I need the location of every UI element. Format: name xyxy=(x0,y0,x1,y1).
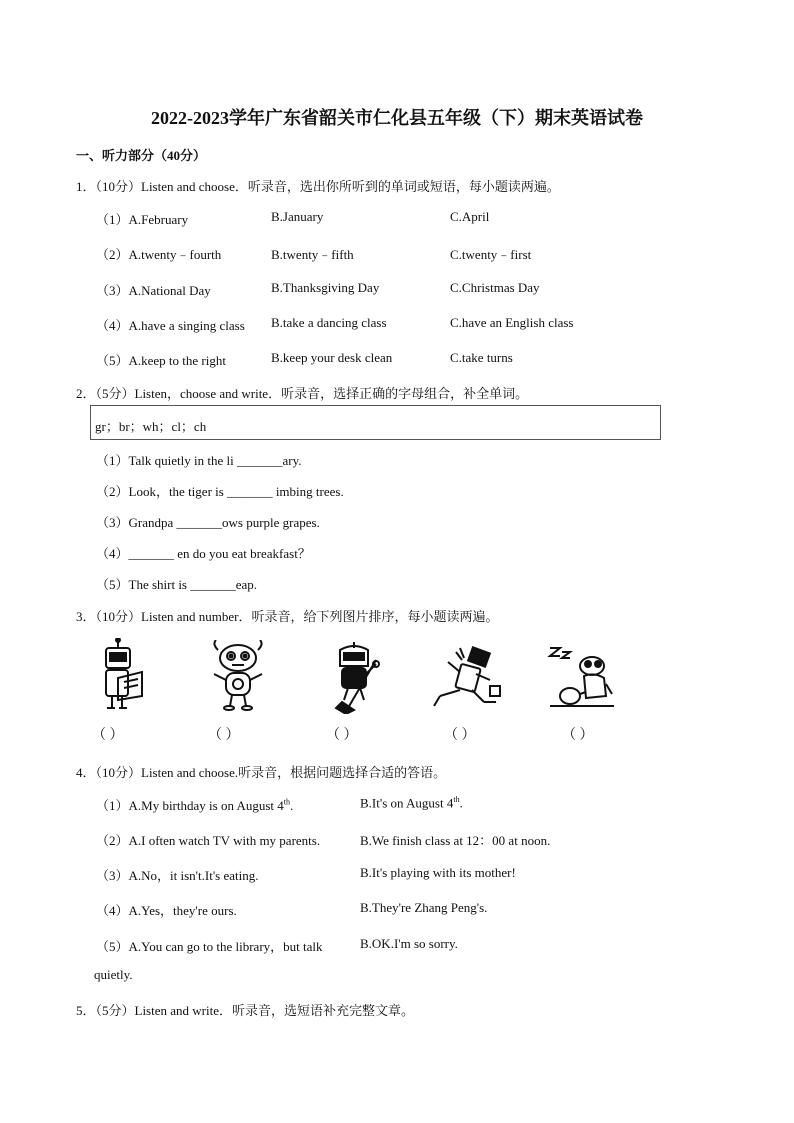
q4-item-3-b: B.It's playing with its mother! xyxy=(360,865,516,880)
question-4-stem: 4．（10分）Listen and choose.听录音，根据问题选择合适的答语。 xyxy=(76,765,447,780)
question-3-stem: 3．（10分）Listen and number．听录音，给下列图片排序，每小题读两遍。 xyxy=(76,609,499,624)
q2-item-5: （5）The shirt is _______eap. xyxy=(96,577,258,592)
answer-paren-2[interactable]: （ ） xyxy=(208,728,240,743)
answer-paren-3[interactable]: （ ） xyxy=(326,728,358,743)
q4-item-2-a: （2）A.I often watch TV with my parents. xyxy=(96,833,321,848)
question-1-stem: 1．（10分）Listen and choose．听录音，选出你所听到的单词或短语，每小题读两遍。 xyxy=(76,179,560,194)
page-title: 2022-2023学年广东省韶关市仁化县五年级（下）期末英语试卷 xyxy=(151,108,643,128)
q1-item-2-a: （2）A.twenty﹣fourth xyxy=(96,247,222,262)
robot-sweeping-picture xyxy=(328,640,386,714)
q1-item-1-b: B.January xyxy=(271,209,324,224)
letter-choices-text: gr；br；wh；cl；ch xyxy=(95,419,207,434)
q4-item-2-b: B.We finish class at 12：00 at noon. xyxy=(360,833,551,848)
question-5-stem: 5．（5分）Listen and write．听录音，选短语补充完整文章。 xyxy=(76,1003,414,1018)
letter-choices-box xyxy=(90,405,661,440)
q1-item-1-c: C.April xyxy=(450,209,490,224)
answer-paren-5[interactable]: （ ） xyxy=(562,728,594,743)
q1-item-2-b: B.twenty﹣fifth xyxy=(271,247,354,262)
q4-item-4-a: （4）A.Yes，they're ours. xyxy=(96,903,237,918)
q1-item-5-a: （5）A.keep to the right xyxy=(96,353,226,368)
q1-item-4-b: B.take a dancing class xyxy=(271,315,387,330)
q1-item-3-c: C.Christmas Day xyxy=(450,280,540,295)
robot-reading-picture xyxy=(96,638,148,712)
q4-item-5-a-continued: quietly. xyxy=(94,967,133,982)
q4-item-4-b: B.They're Zhang Peng's. xyxy=(360,900,488,915)
robot-running-picture xyxy=(430,644,506,712)
q4-item-5-a: （5）A.You can go to the library，but talk xyxy=(96,939,323,954)
q1-item-2-c: C.twenty﹣first xyxy=(450,247,532,262)
answer-paren-4[interactable]: （ ） xyxy=(444,728,476,743)
q1-item-4-a: （4）A.have a singing class xyxy=(96,318,245,333)
q1-item-3-b: B.Thanksgiving Day xyxy=(271,280,380,295)
q1-item-5-b: B.keep your desk clean xyxy=(271,350,393,365)
robot-sleeping-picture xyxy=(546,644,618,710)
q1-item-3-a: （3）A.National Day xyxy=(96,283,211,298)
q4-item-5-b: B.OK.I'm so sorry. xyxy=(360,936,458,951)
q1-item-4-c: C.have an English class xyxy=(450,315,574,330)
q4-item-1-b: B.It's on August 4th. xyxy=(360,795,463,811)
section-heading: 一、听力部分（40分） xyxy=(76,148,207,163)
question-2-stem: 2．（5分）Listen，choose and write．听录音，选择正确的字母组合，补全单词。 xyxy=(76,386,529,401)
q2-item-3: （3）Grandpa _______ows purple grapes. xyxy=(96,515,320,530)
q2-item-4: （4）_______ en do you eat breakfast？ xyxy=(96,546,311,561)
q1-item-5-c: C.take turns xyxy=(450,350,513,365)
q4-item-3-a: （3）A.No，it isn't.It's eating. xyxy=(96,868,259,883)
q4-item-1-a: （1）A.My birthday is on August 4th. xyxy=(96,797,294,813)
q1-item-1-a: （1）A.February xyxy=(96,212,189,227)
answer-paren-1[interactable]: （ ） xyxy=(92,728,124,743)
robot-toy-picture xyxy=(208,640,270,712)
q2-item-1: （1）Talk quietly in the li _______ary. xyxy=(96,453,302,468)
q2-item-2: （2）Look，the tiger is _______ imbing trees. xyxy=(96,484,344,499)
